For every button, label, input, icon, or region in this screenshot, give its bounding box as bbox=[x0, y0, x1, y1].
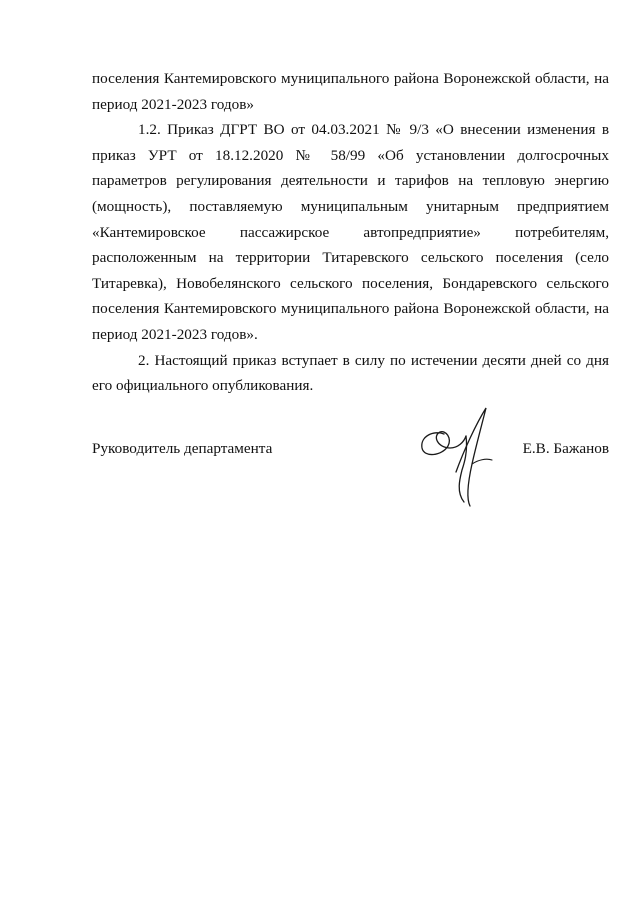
paragraph-continuation: поселения Кантемировского муниципального района Воронежской области, на период 2021-2023 годов» bbox=[92, 70, 609, 113]
document-body bbox=[92, 66, 609, 399]
signature-block bbox=[92, 440, 609, 520]
signatory-title: Руководитель департамента bbox=[92, 440, 273, 457]
handwritten-signature bbox=[406, 402, 506, 514]
signatory-name: Е.В. Бажанов bbox=[522, 440, 609, 457]
paragraph-item-2: 2. Настоящий приказ вступает в силу по истечении десяти дней со дня его официального опубликования. bbox=[92, 351, 609, 395]
paragraph-item-1-2: 1.2. Приказ ДГРТ ВО от 04.03.2021 № 9/3 «О внесении изменения в приказ УРТ от 18.12.2020 № 58/99 «Об установлении долгосрочных параметров регулирования деятельности и тарифов на тепловую энергию (мощность), поставляемую муниципальным унитарным предприятием «Кантемировское пассажирское автопредприятие» потребителям, расположенным на территории Титаревского сельского поселения (село Титаревка), Новобелянского сельского поселения, Бондаревского сельского поселения Кантемировского муниципального района Воронежской области, на период 2021-2023 годов». bbox=[92, 121, 609, 343]
